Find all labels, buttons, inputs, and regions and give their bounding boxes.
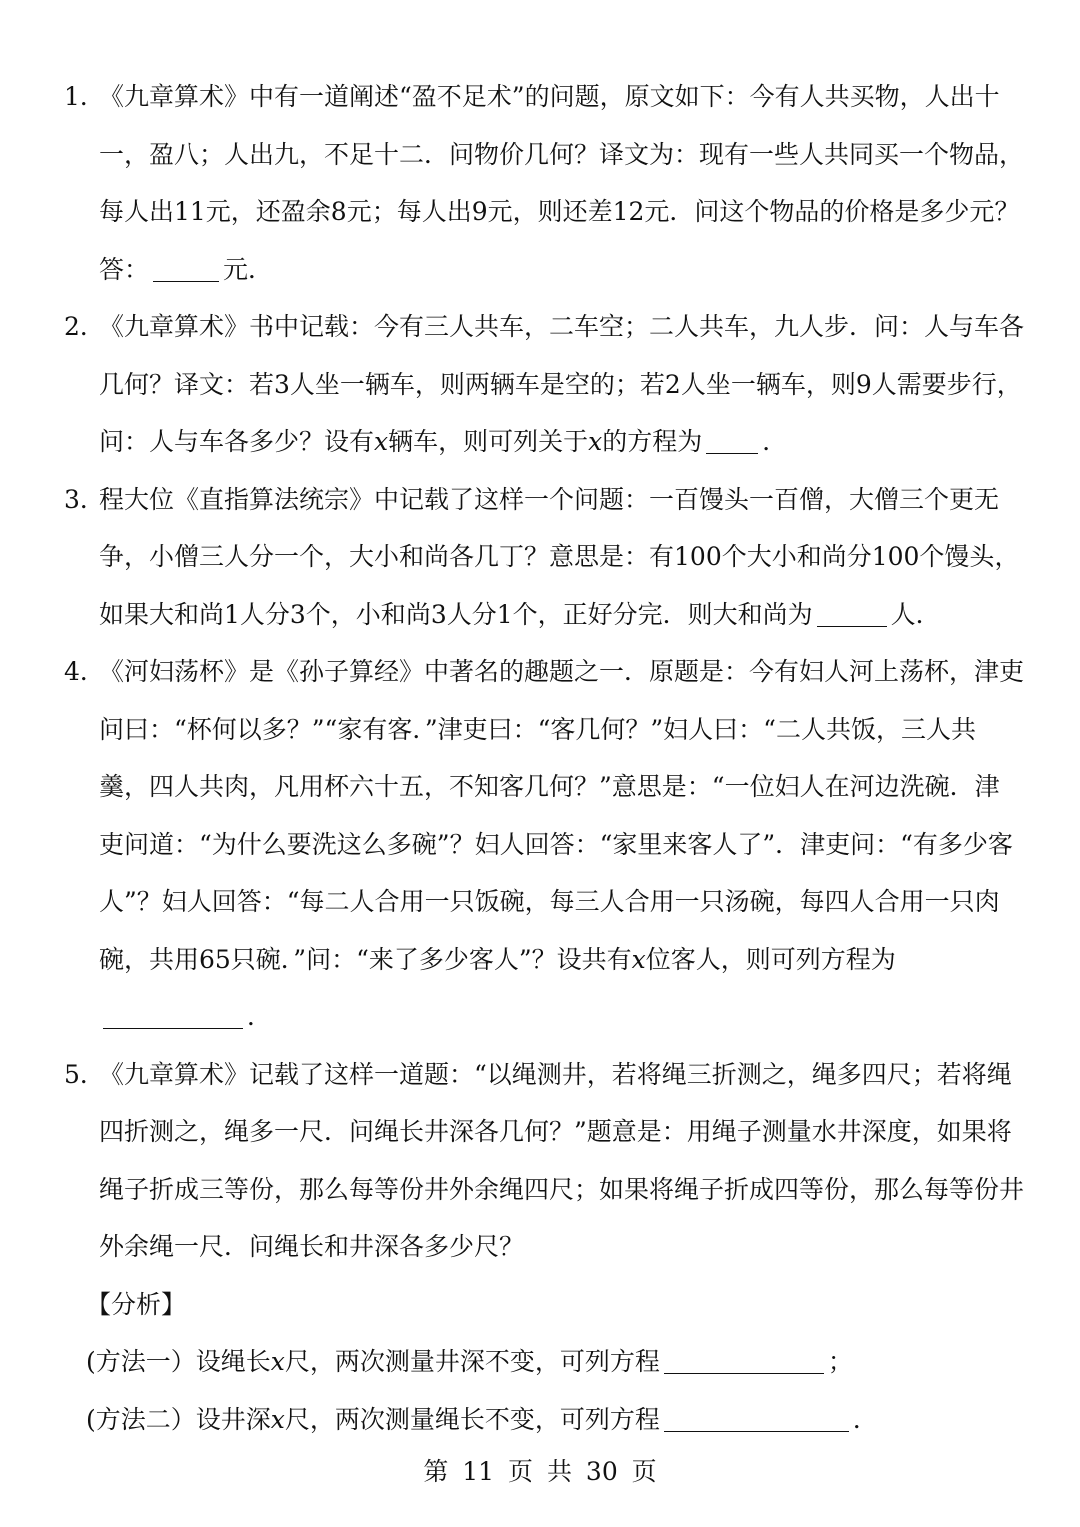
problem-text-mid: 位客人，则可列方程为: [645, 944, 896, 974]
method-end: ；: [827, 1347, 853, 1376]
problem-1: [64, 68, 1024, 298]
method-label: (方法一）设绳长: [86, 1347, 271, 1376]
problem-number: 3．: [64, 484, 105, 514]
problem-text: 《九章算术》中有一道阐述“盈不足术”的问题，原文如下：今有人共买物，人出十一，盈八；人出九，不足十二．问物价几何？译文为：现有一些人共同买一个物品，每人出11元，还盈余8元；每人出9元，则还差12元．问这个物品的价格是多少元？答：: [99, 82, 1025, 284]
analysis-heading: 【分析】: [86, 1289, 187, 1319]
problem-text-end: ．: [762, 427, 788, 456]
answer-blank[interactable]: [153, 254, 219, 281]
answer-blank[interactable]: [103, 1002, 243, 1029]
problem-3: [64, 471, 1024, 644]
problem-4: [64, 643, 1024, 1046]
answer-blank[interactable]: [817, 599, 887, 626]
problem-text: 《九章算术》书中记载：今有三人共车，二车空；二人共车，九人步．问：人与车各几何？译文：若3人坐一辆车，则两辆车是空的；若2人坐一辆车，则9人需要步行，问：人与车各多少？设有: [99, 312, 1025, 456]
problem-number: 2．: [64, 312, 105, 341]
problem-2: [64, 298, 1024, 471]
variable-x: x: [631, 944, 646, 974]
method-text: 尺，两次测量绳长不变，可列方程: [284, 1404, 660, 1434]
problem-text: 程大位《直指算法统宗》中记载了这样一个问题：一百馒头一百僧，大僧三个更无争，小僧三人分一个，大小和尚各几丁？意思是：有100个大小和尚分100个馒头，如果大和尚1人分3个，小和尚3人分1个，正好分完．则大和尚为: [99, 484, 1020, 629]
variable-x: x: [588, 427, 603, 456]
problem-5: [64, 1046, 1024, 1276]
method-end: ．: [852, 1404, 878, 1434]
problem-text-mid: 辆车，则可列关于: [388, 427, 589, 456]
problem-text: 《九章算术》记载了这样一道题：“以绳测井，若将绳三折测之，绳多四尺；若将绳四折测之，绳多一尺．问绳长井深各几何？”题意是：用绳子测量水井深度，如果将绳子折成三等份，那么每等份井外余绳四尺；如果将绳子折成四等份，那么每等份井外余绳一尺．问绳长和井深各多少尺？: [99, 1059, 1025, 1261]
problem-number: 4．: [64, 657, 105, 686]
problem-text: 《河妇荡杯》是《孙子算经》中著名的趣题之一．原题是：今有妇人河上荡杯，津吏问曰：“杯何以多？”“家有客．”津吏曰：“客几何？”妇人曰：“二人共饭，三人共羹，四人共肉，凡用杯六十五，不知客几何？”意思是：“一位妇人在河边洗碗．津吏问道：“为什么要洗这么多碗”？妇人回答：“家里来客人了”．津吏问：“有多少客人”？妇人回答：“每二人合用一只饭碗，每三人合用一只汤碗，每四人合用一只肉碗，共用65只碗．”问：“来了多少客人”？设共有: [99, 657, 1025, 974]
problem-text-end: ．: [247, 1002, 273, 1031]
answer-blank[interactable]: [664, 1347, 824, 1374]
problem-number: 5．: [64, 1059, 105, 1089]
problem-text-end: 元．: [223, 254, 274, 284]
page-footer: 第 11 页 共 30 页: [423, 1457, 657, 1486]
answer-blank[interactable]: [664, 1404, 849, 1431]
answer-blank[interactable]: [706, 427, 758, 454]
problem-text-end: 人．: [890, 599, 941, 629]
variable-x: x: [374, 427, 389, 456]
problem-number: 1．: [64, 82, 105, 111]
variable-x: x: [270, 1404, 285, 1434]
analysis-method-2: [64, 1391, 1024, 1449]
variable-x: x: [270, 1347, 285, 1376]
problem-text-mid: 的方程为: [602, 427, 703, 456]
method-text: 尺，两次测量井深不变，可列方程: [284, 1347, 660, 1376]
content-area: [64, 68, 1024, 1448]
method-label: (方法二）设井深: [86, 1404, 271, 1434]
analysis-method-1: [64, 1333, 1024, 1391]
